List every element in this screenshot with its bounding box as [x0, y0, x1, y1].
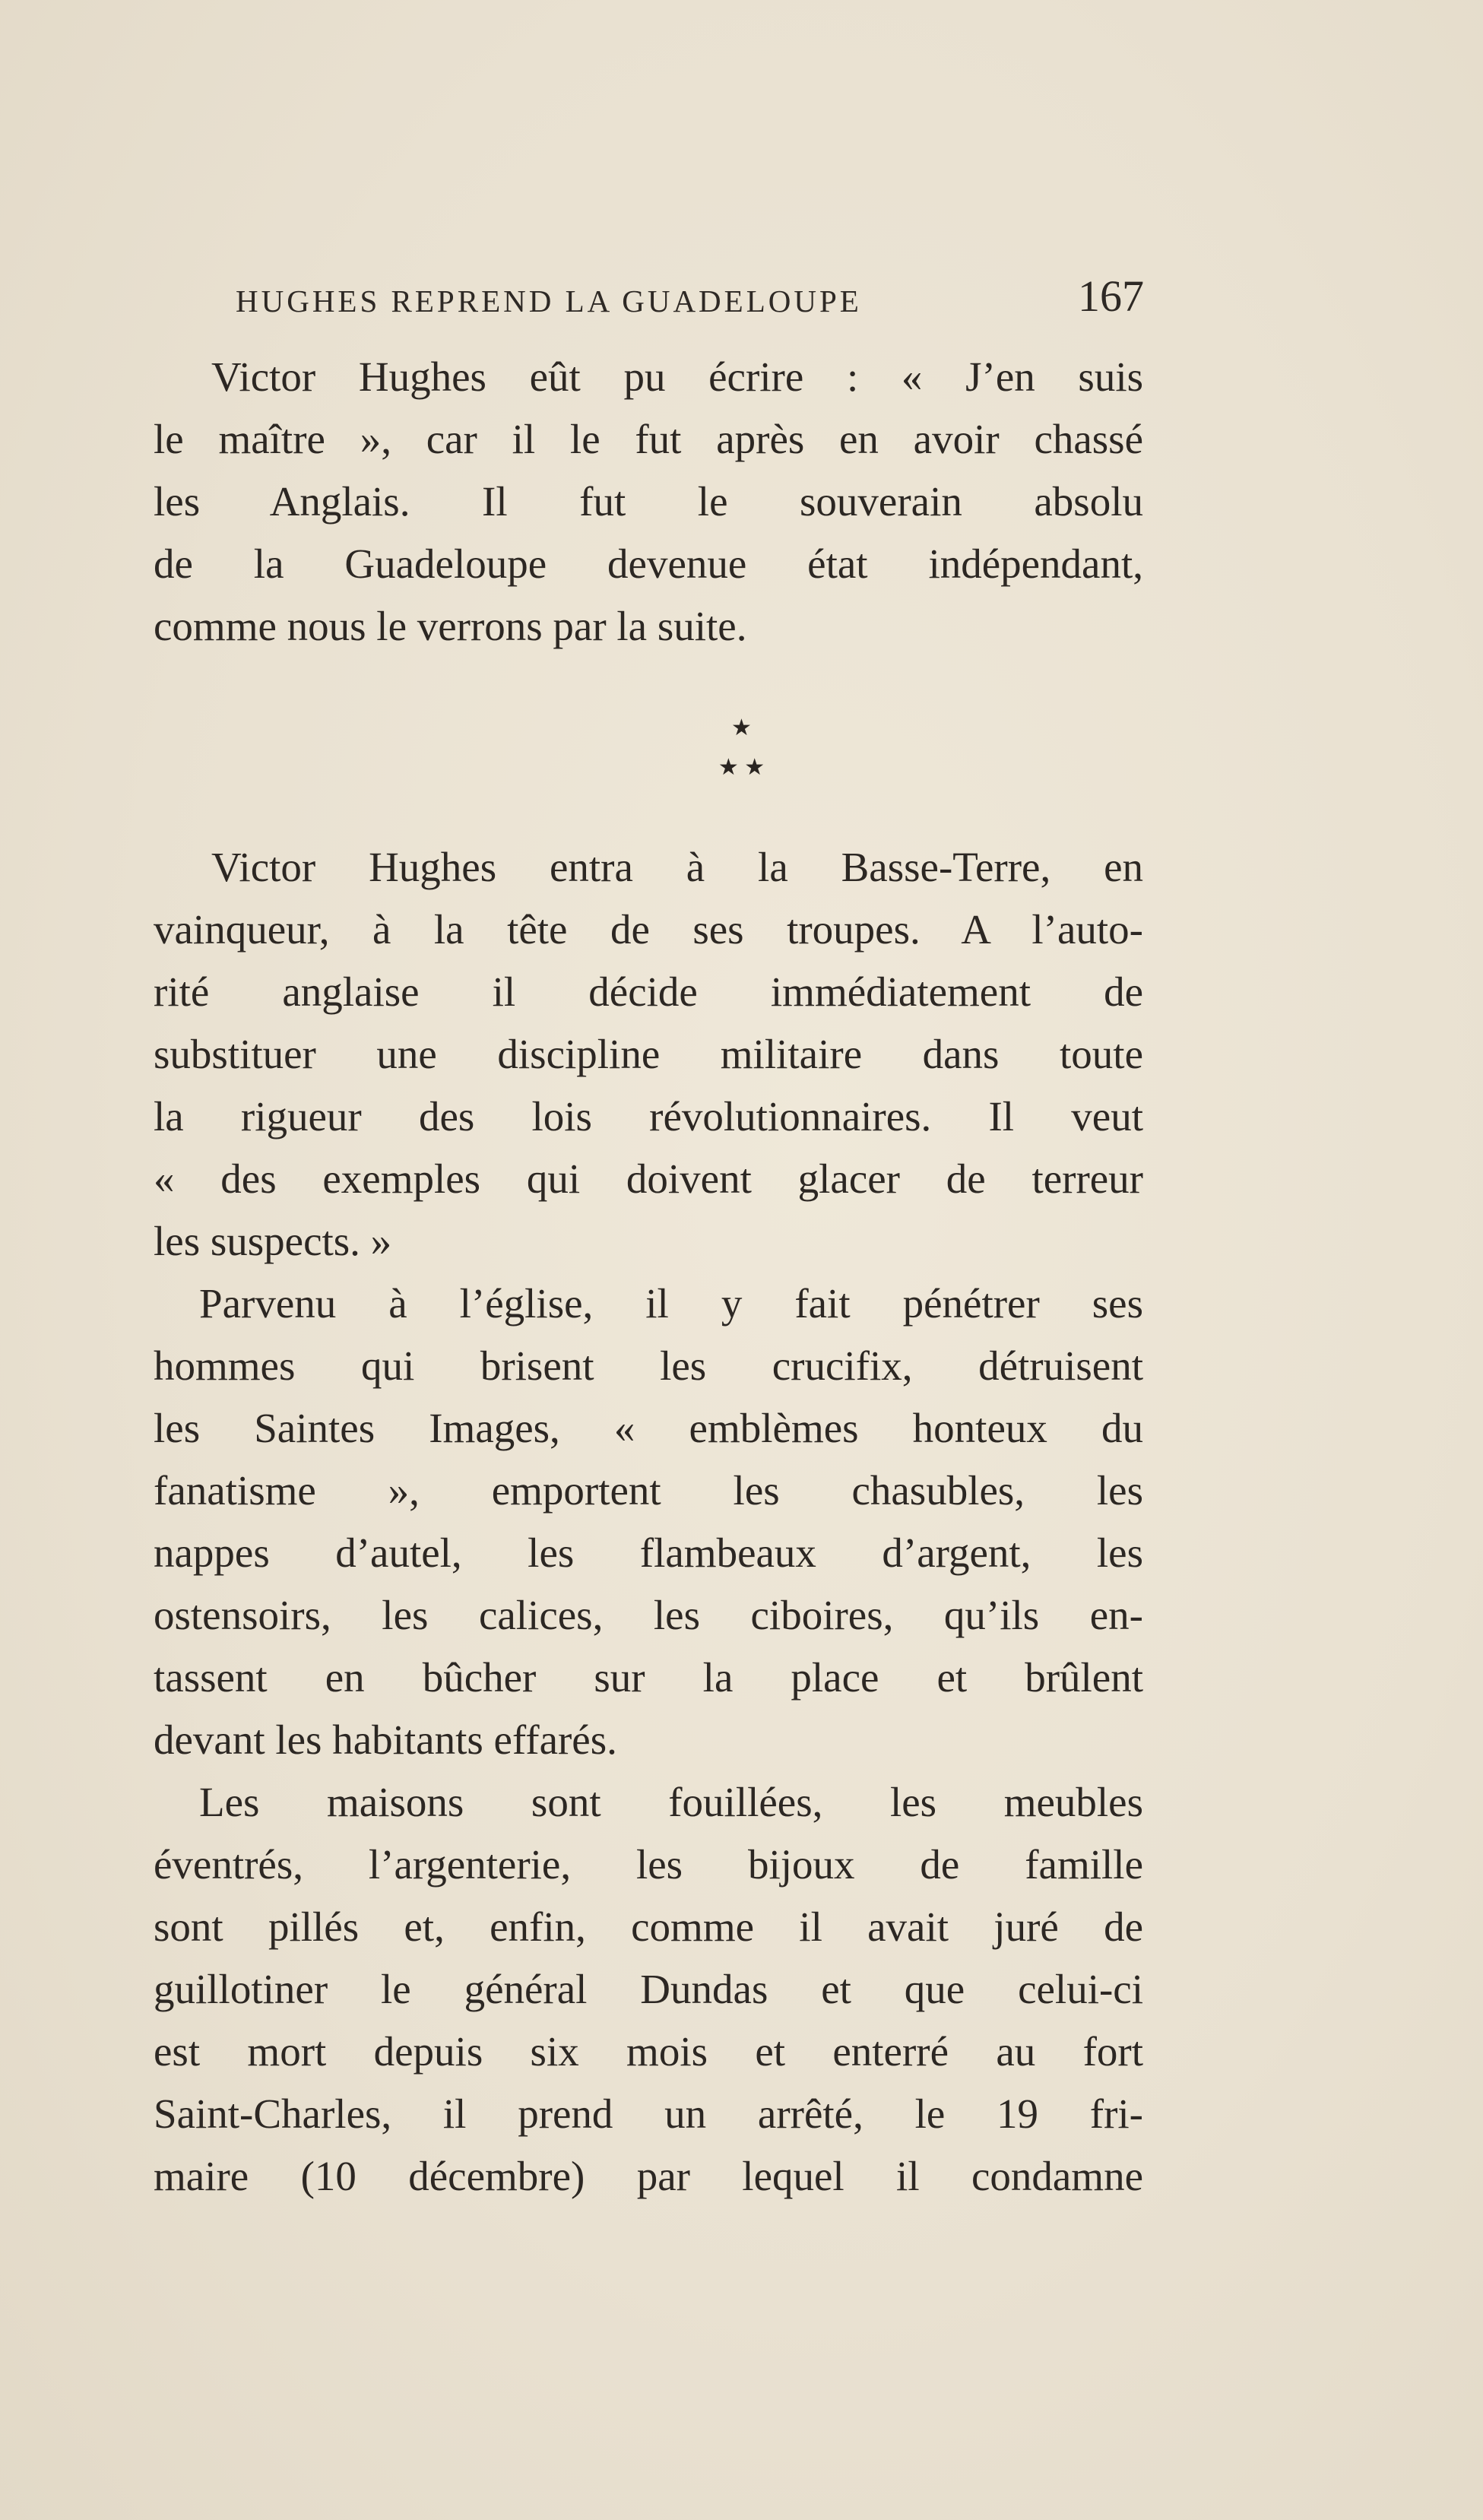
text-line: guillotiner le général Dundas et que celui-ci	[154, 1966, 1143, 2012]
text-line: le maître », car il le fut après en avoir chassé	[154, 416, 1143, 462]
text-line: Victor Hughes eût pu écrire : « J’en suis	[211, 353, 1143, 400]
text-line: les Saintes Images, « emblèmes honteux du	[154, 1405, 1143, 1451]
text-line: fanatisme », emportent les chasubles, les	[154, 1467, 1143, 1514]
text-line: devant les habitants effarés.	[154, 1716, 617, 1763]
text-line: maire (10 décembre) par lequel il condamne	[154, 2153, 1143, 2199]
asterism-top: ★	[731, 715, 752, 740]
running-title: HUGHES REPREND LA GUADELOUPE	[236, 284, 862, 319]
text-line: Parvenu à l’église, il y fait pénétrer ses	[199, 1280, 1143, 1327]
text-line: Saint-Charles, il prend un arrêté, le 19 fri-	[154, 2090, 1143, 2137]
text-line: les suspects. »	[154, 1218, 392, 1264]
text-line: tassent en bûcher sur la place et brûlent	[154, 1654, 1143, 1701]
text-line: les Anglais. Il fut le souverain absolu	[154, 478, 1143, 525]
running-header	[236, 266, 1144, 334]
asterism-bottom: ★ ★	[718, 755, 765, 780]
text-line: nappes d’autel, les flambeaux d’argent, les	[154, 1529, 1143, 1576]
text-line: sont pillés et, enfin, comme il avait juré de	[154, 1903, 1143, 1950]
text-line: substituer une discipline militaire dans toute	[154, 1031, 1143, 1077]
text-line: vainqueur, à la tête de ses troupes. A l’auto-	[154, 906, 1143, 953]
page-number: 167	[1078, 271, 1144, 321]
text-line: « des exemples qui doivent glacer de terreur	[154, 1155, 1143, 1202]
text-line: comme nous le verrons par la suite.	[154, 603, 747, 649]
text-line: la rigueur des lois révolutionnaires. Il veut	[154, 1093, 1143, 1140]
text-line: éventrés, l’argenterie, les bijoux de famille	[154, 1841, 1143, 1888]
text-line: Victor Hughes entra à la Basse-Terre, en	[211, 844, 1143, 890]
text-line: est mort depuis six mois et enterré au fort	[154, 2028, 1143, 2075]
text-line: de la Guadeloupe devenue état indépendant,	[154, 540, 1143, 587]
text-line: ostensoirs, les calices, les ciboires, qu’ils en-	[154, 1592, 1143, 1638]
text-line: Les maisons sont fouillées, les meubles	[199, 1779, 1143, 1825]
text-line: hommes qui brisent les crucifix, détruisent	[154, 1342, 1143, 1389]
text-line: rité anglaise il décide immédiatement de	[154, 968, 1143, 1015]
